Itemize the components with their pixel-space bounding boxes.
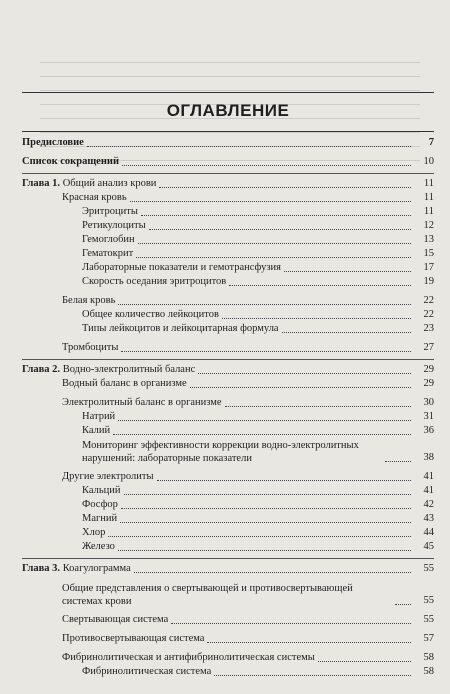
toc-entry[interactable]: Гематокрит 15	[82, 248, 434, 259]
toc-entry[interactable]: Кальций 41	[82, 485, 434, 496]
toc-entry[interactable]: Магний 43	[82, 513, 434, 524]
toc-chapter[interactable]: Глава 1. Общий анализ крови 11	[22, 178, 434, 189]
toc-entry[interactable]: Тромбоциты 27	[62, 342, 434, 353]
toc-entry[interactable]: Эритроциты 11	[82, 206, 434, 217]
toc-entry[interactable]: Лабораторные показатели и гемотрансфузия 17	[82, 262, 434, 273]
toc-entry[interactable]: Калий 36	[82, 425, 434, 436]
toc-entry[interactable]: Скорость оседания эритроцитов 19	[82, 276, 434, 287]
toc-chapter[interactable]: Глава 2. Водно-электролитный баланс 29	[22, 364, 434, 375]
toc-entry[interactable]: Электролитный баланс в организме 30	[62, 397, 434, 408]
page-title: ОГЛАВЛЕНИЕ	[166, 101, 290, 120]
toc-entry[interactable]: Предисловие 7	[22, 137, 434, 148]
toc-entry[interactable]: Список сокращений 10	[22, 156, 434, 167]
toc-entry[interactable]: Типы лейкоцитов и лейкоцитарная формула 23	[82, 323, 434, 334]
toc-entry[interactable]: Натрий 31	[82, 411, 434, 422]
table-of-contents-page	[22, 92, 434, 679]
toc-list	[22, 136, 434, 679]
toc-entry[interactable]: Гемоглобин 13	[82, 234, 434, 245]
toc-chapter[interactable]: Глава 3. Коагулограмма 55	[22, 563, 434, 574]
page-number: 7	[428, 137, 434, 148]
toc-entry[interactable]: Железо 45	[82, 541, 434, 552]
page-number: 29	[423, 364, 434, 375]
toc-entry[interactable]: Белая кровь 22	[62, 295, 434, 306]
toc-entry[interactable]: Ретикулоциты 12	[82, 220, 434, 231]
page-number: 11	[423, 178, 434, 189]
toc-entry[interactable]: Противосвертывающая система 57	[62, 633, 434, 644]
page-number: 55	[423, 563, 434, 574]
page-number: 10	[423, 156, 434, 167]
toc-entry[interactable]: Свертывающая система 55	[62, 614, 434, 625]
top-rule	[22, 92, 434, 93]
toc-entry[interactable]: Фосфор 42	[82, 499, 434, 510]
toc-entry[interactable]: Фибринолитическая и антифибринолитическая системы 58	[62, 652, 434, 663]
toc-entry[interactable]: Общие представления о свертывающей и противосвертывающей системах крови 55	[62, 583, 434, 607]
toc-entry[interactable]: Фибринолитическая система 58	[82, 666, 434, 677]
title-rule	[22, 131, 434, 132]
toc-entry[interactable]: Хлор 44	[82, 527, 434, 538]
toc-entry[interactable]: Водный баланс в организме 29	[62, 378, 434, 389]
toc-entry[interactable]: Общее количество лейкоцитов 22	[82, 309, 434, 320]
toc-entry[interactable]: Красная кровь 11	[62, 192, 434, 203]
toc-entry[interactable]: Мониторинг эффективности коррекции водно-электролитных нарушений: лабораторные показатели 38	[82, 440, 434, 464]
toc-entry[interactable]: Другие электролиты 41	[62, 471, 434, 482]
